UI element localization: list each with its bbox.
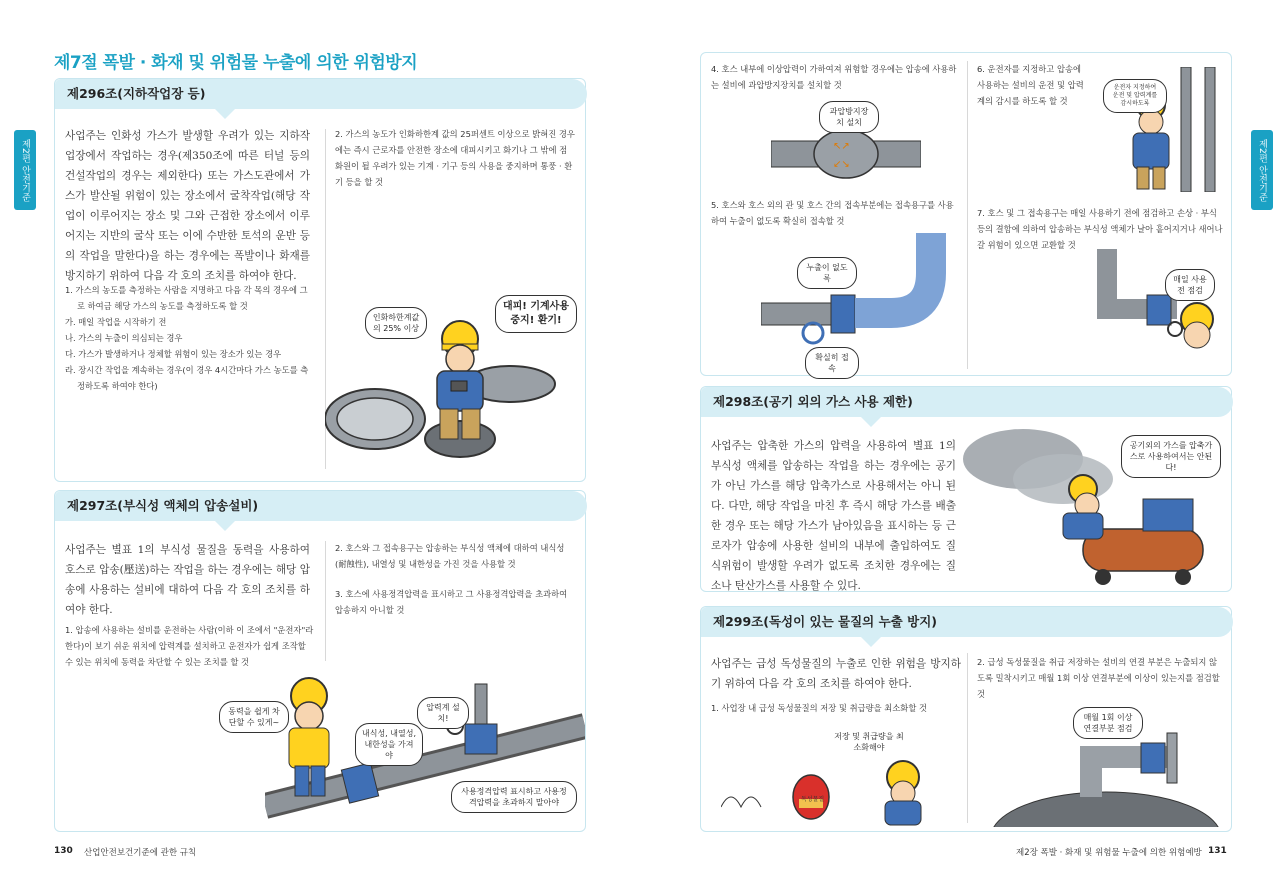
article-296-item-ra: 라. 장시간 작업을 계속하는 경우(이 경우 4시간마다 가스 농도를 측정하도록 하여야 한다) bbox=[65, 365, 309, 391]
bubble-cut-power: 동력을 쉽게 차단할 수 있게~ bbox=[219, 701, 289, 733]
article-296-item-2: 2. 가스의 농도가 인화하한계 값의 25퍼센트 이상으로 밝혀진 경우에는 즉시 근로자를 안전한 장소에 대피시키고 화기나 그 밖에 점화원이 될 우려가 있는 기계 · 기구 등의 사용을 중지하며 통풍 · 환기 등을 할 것 bbox=[335, 129, 575, 187]
bubble-gauge: 압력계 설치! bbox=[417, 697, 469, 729]
side-tab-left: 제2편 안전기준 bbox=[14, 130, 36, 210]
article-297-item-2: 2. 호스와 그 접속용구는 압송하는 부식성 액체에 대하여 내식성(耐蝕性), 내열성 및 내한성을 가진 것을 사용할 것 bbox=[335, 543, 565, 569]
article-299-card bbox=[700, 606, 1232, 832]
bubble-minimize: 저장 및 취급량을 최소화해야 bbox=[834, 732, 904, 752]
bubble-rated-pressure: 사용정격압력 표시하고 사용정격압력을 초과하지 말아야 bbox=[451, 781, 577, 813]
article-297-body: 사업주는 별표 1의 부식성 물질을 동력을 사용하여 호스로 압송(壓送)하는 작업을 하는 경우에는 해당 압송에 사용하는 설비에 대하여 다음 각 호의 조치를 하여야 한다. bbox=[65, 544, 310, 616]
toxic-label: 독성물질 bbox=[801, 796, 825, 803]
divider bbox=[967, 61, 968, 369]
article-299-heading: 제299조(독성이 있는 물질의 누출 방지) bbox=[701, 607, 1233, 637]
left-page bbox=[0, 0, 643, 888]
article-297-continued-card bbox=[700, 52, 1232, 376]
bubble-operator: 운전자 지정하여 운전 및 압력계를 감시하도록 bbox=[1103, 79, 1167, 113]
article-299-item-2: 2. 급성 독성물질을 취급 저장하는 설비의 연결 부분은 누출되지 않도록 밀착시키고 매월 1회 이상 연결부분에 이상이 있는지를 점검할 것 bbox=[977, 657, 1220, 699]
article-299-item-1: 1. 사업장 내 급성 독성물질의 저장 및 취급량을 최소화할 것 bbox=[711, 703, 927, 713]
bubble-evacuate: 대피! 기계사용 중지! 환기! bbox=[495, 295, 577, 333]
bubble-non-air-gas: 공기외의 가스를 압축가스로 사용하여서는 안된다! bbox=[1121, 435, 1221, 478]
article-297-card bbox=[54, 490, 586, 832]
article-296-item-na: 나. 가스의 누출이 의심되는 경우 bbox=[65, 333, 183, 343]
footer-right-title: 제2장 폭발 · 화재 및 위험물 누출에 의한 위험예방 bbox=[1016, 848, 1202, 858]
bubble-lel-25: 인화하한계값의 25% 이상 bbox=[365, 307, 427, 339]
article-297-item-5: 5. 호스와 호스 외의 관 및 호스 간의 접속부분에는 접속용구를 사용하여 누출이 없도록 확실히 접속할 것 bbox=[711, 200, 954, 226]
right-page bbox=[644, 0, 1287, 888]
article-298-body: 사업주는 압축한 가스의 압력을 사용하여 별표 1의 부식성 액체를 압송하는 작업을 하는 경우에는 공기가 아닌 가스를 해당 압축가스로 사용해서는 아니 된다. 다만, 해당 작업을 마친 후 즉시 해당 가스를 배출한 경우 또는 해당 가스가 남아있음을 표시하는 등 근로자가 압송에 사용한 설비의 내부에 출입하여도 질식위험이 발생할 우려가 없도록 조치한 경우에는 질소나 탄산가스를 사용할 수 있다. bbox=[711, 440, 956, 592]
bubble-no-leak: 누출이 없도록 bbox=[797, 257, 857, 289]
article-297-item-1: 1. 압송에 사용하는 설비를 운전하는 사람(이하 이 조에서 "운전자"라 한다)이 보기 쉬운 위치에 압력계를 설치하고 운전자가 쉽게 조작할 수 있는 위치에 동력을 차단할 수 있는 조치를 할 것 bbox=[65, 625, 314, 667]
article-297-item-7: 7. 호스 및 그 접속용구는 매일 사용하기 전에 점검하고 손상 · 부식 등의 결함에 의하여 압송하는 부식성 액체가 날아 흩어지거나 새어나갈 위험이 있으면 교환할 것 bbox=[977, 208, 1223, 250]
article-299-body: 사업주는 급성 독성물질의 누출로 인한 위험을 방지하기 위하여 다음 각 호의 조치를 하여야 한다. bbox=[711, 658, 961, 690]
footer-left-title: 산업안전보건기준에 관한 규칙 bbox=[84, 848, 197, 858]
bubble-monthly-check: 매월 1회 이상 연결부분 점검 bbox=[1073, 707, 1143, 739]
bubble-daily-check: 매일 사용전 점검 bbox=[1165, 269, 1215, 301]
article-297-item-6: 6. 운전자를 지정하고 압송에 사용하는 설비의 운전 및 압력계의 감시를 하도록 할 것 bbox=[977, 64, 1084, 106]
article-296-item-da: 다. 가스가 발생하거나 정체할 위험이 있는 장소가 있는 경우 bbox=[65, 349, 282, 359]
article-296-body: 사업주는 인화성 가스가 발생할 우려가 있는 지하작업장에서 작업하는 경우(제350조에 따른 터널 등의 건설작업의 경우는 제외한다) 또는 가스도관에서 가스가 발산될 위험이 있는 장소에서 굴착작업(해당 작업이 이루어지는 장소 및 그와 근접한 장소에서 이루어지는 지반의 굴삭 또는 이에 수반한 토석의 운반 등의 작업을 말한다)을 하는 경우에는 폭발이나 화재를 방지하기 위하여 다음 각 호의 조치를 하여야 한다. bbox=[65, 130, 310, 282]
svg-text:↖↗: ↖↗ bbox=[833, 141, 850, 152]
divider bbox=[325, 541, 326, 661]
page-number-right: 131 bbox=[1208, 846, 1227, 856]
toxic-chase-illustration bbox=[721, 747, 961, 827]
page-number-left: 130 bbox=[54, 846, 73, 856]
chapter-title: 제7절 폭발 · 화재 및 위험물 누출에 의한 위험방지 bbox=[54, 53, 418, 73]
bubble-resistance: 내식성, 내열성, 내한성을 가져야 bbox=[355, 723, 423, 766]
article-296-item-1: 1. 가스의 농도를 측정하는 사람을 지명하고 다음 각 목의 경우에 그로 하여금 해당 가스의 농도를 측정하도록 할 것 bbox=[65, 285, 308, 311]
article-296-item-ga: 가. 매일 작업을 시작하기 전 bbox=[65, 317, 167, 327]
article-297-heading: 제297조(부식성 액체의 압송설비) bbox=[55, 491, 587, 521]
article-296-card bbox=[54, 78, 586, 482]
bubble-secure-connection: 확실히 접속 bbox=[805, 347, 859, 379]
hose-connection-illustration bbox=[761, 233, 961, 353]
side-tab-right: 제2편 안전기준 bbox=[1251, 130, 1273, 210]
article-296-items bbox=[65, 282, 310, 394]
article-298-heading: 제298조(공기 외의 가스 사용 제한) bbox=[701, 387, 1233, 417]
bubble-overpressure: 과압방지장치 설치 bbox=[819, 101, 879, 133]
article-297-item-4: 4. 호스 내부에 이상압력이 가하여져 위험할 경우에는 압송에 사용하는 설비에 과압방지장치를 설치할 것 bbox=[711, 64, 957, 90]
article-297-item-3: 3. 호스에 사용정격압력을 표시하고 그 사용정격압력을 초과하여 압송하지 아니할 것 bbox=[335, 589, 568, 615]
article-298-card bbox=[700, 386, 1232, 592]
valve-tank-illustration bbox=[991, 727, 1221, 827]
daily-check-illustration bbox=[1087, 249, 1227, 369]
divider bbox=[967, 653, 968, 823]
svg-text:↙↘: ↙↘ bbox=[833, 159, 850, 170]
article-296-heading: 제296조(지하작업장 등) bbox=[55, 79, 587, 109]
